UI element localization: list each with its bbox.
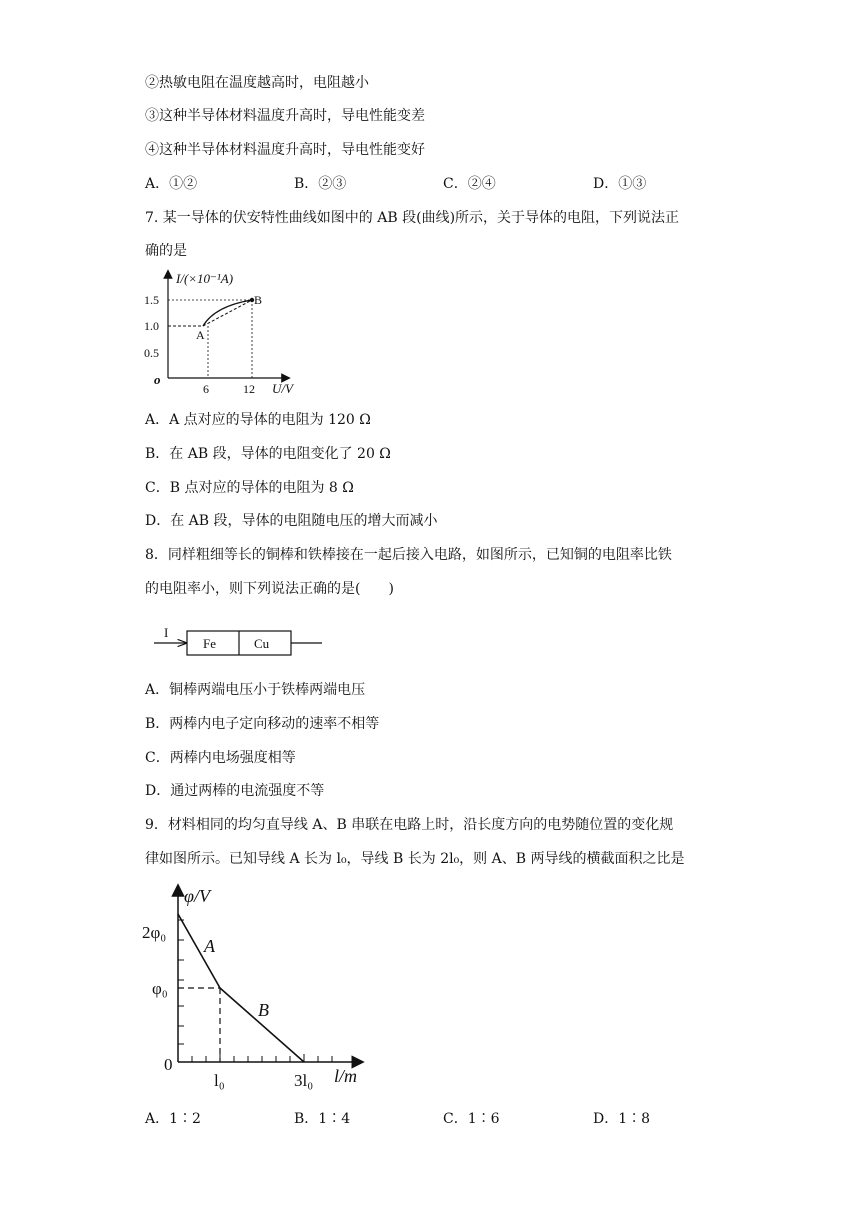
q7-stem-line-1: 7. 某一导体的伏安特性曲线如图中的 AB 段(曲线)所示，关于导体的电阻，下列说法正 [145,210,680,226]
q6-option-d[interactable]: D．①③ [593,176,647,192]
q6-statement-2: ②热敏电阻在温度越高时，电阻越小 [145,75,369,91]
q7-y-tick-1-0: 1.0 [144,319,159,333]
q9-option-a[interactable]: A．1∶2 [145,1111,201,1127]
q7-iv-curve-figure [140,268,300,398]
q9-x-ticks [192,1054,332,1062]
q8-option-d[interactable]: D．通过两棒的电流强度不等 [145,783,325,799]
q9-origin: 0 [164,1055,173,1074]
q9-option-c[interactable]: C．1∶6 [443,1111,500,1127]
q9-x-mid-label: l₀ [214,1071,225,1090]
q9-x-end-label: 3l₀ [294,1071,314,1090]
q8-stem-line-2: 的电阻率小，则下列说法正确的是( ) [145,581,394,597]
q6-statement-3: ③这种半导体材料温度升高时，导电性能变差 [145,108,425,124]
q6-option-b[interactable]: B．②③ [294,176,347,192]
q9-stem-line-1: 9．材料相同的均匀直导线 A、B 串联在电路上时，沿长度方向的电势随位置的变化规 [145,817,674,833]
q7-point-b-label: B [254,293,263,307]
q7-y-label: I/(×10⁻¹A) [176,271,234,286]
q8-fe-label: Fe [203,636,216,651]
q7-option-a[interactable]: A．A 点对应的导体的电阻为 120 Ω [145,412,371,428]
q9-option-d[interactable]: D．1∶8 [593,1111,651,1127]
q7-option-b[interactable]: B．在 AB 段，导体的电阻变化了 20 Ω [145,446,391,462]
q7-option-d[interactable]: D．在 AB 段，导体的电阻随电压的增大而减小 [145,513,438,529]
q9-y-label: φ/V [184,886,210,906]
q9-line-b-label: B [258,1000,269,1020]
q7-stem-line-2: 确的是 [145,243,187,259]
q7-x-label: U/V [272,381,293,396]
q8-option-c[interactable]: C．两棒内电场强度相等 [145,750,296,766]
q7-option-c[interactable]: C．B 点对应的导体的电阻为 8 Ω [145,480,354,496]
q7-x-tick-6: 6 [203,382,209,396]
q6-option-a[interactable]: A．①② [145,176,198,192]
q9-y-mid-label: φ₀ [152,979,168,998]
q9-stem-line-2: 律如图所示。已知导线 A 长为 l₀，导线 B 长为 2l₀，则 A、B 两导线的横截面积之比是 [145,851,685,867]
q7-origin: o [154,372,161,387]
q9-y-ticks [178,920,184,1044]
q8-stem-line-1: 8．同样粗细等长的铜棒和铁棒接在一起后接入电路，如图所示，已知铜的电阻率比铁 [145,547,672,563]
q9-y-top-label: 2φ₀ [142,923,167,942]
q8-option-b[interactable]: B．两棒内电子定向移动的速率不相等 [145,716,380,732]
q7-x-tick-12: 12 [243,382,255,396]
q8-option-a[interactable]: A．铜棒两端电压小于铁棒两端电压 [145,682,366,698]
q8-cu-label: Cu [254,636,270,651]
q7-point-a-label: A [196,328,205,342]
q7-y-tick-1-5: 1.5 [144,293,159,307]
q9-potential-figure [138,880,370,1092]
q8-circuit-figure [150,617,325,661]
q9-option-b[interactable]: B．1∶4 [294,1111,351,1127]
q9-x-label: l/m [334,1066,358,1086]
q9-line-a-label: A [204,936,215,956]
q6-statement-4: ④这种半导体材料温度升高时，导电性能变好 [145,142,425,158]
q6-option-c[interactable]: C．②④ [443,176,496,192]
q8-current-label: I [164,625,169,640]
q7-y-tick-0-5: 0.5 [144,346,159,360]
